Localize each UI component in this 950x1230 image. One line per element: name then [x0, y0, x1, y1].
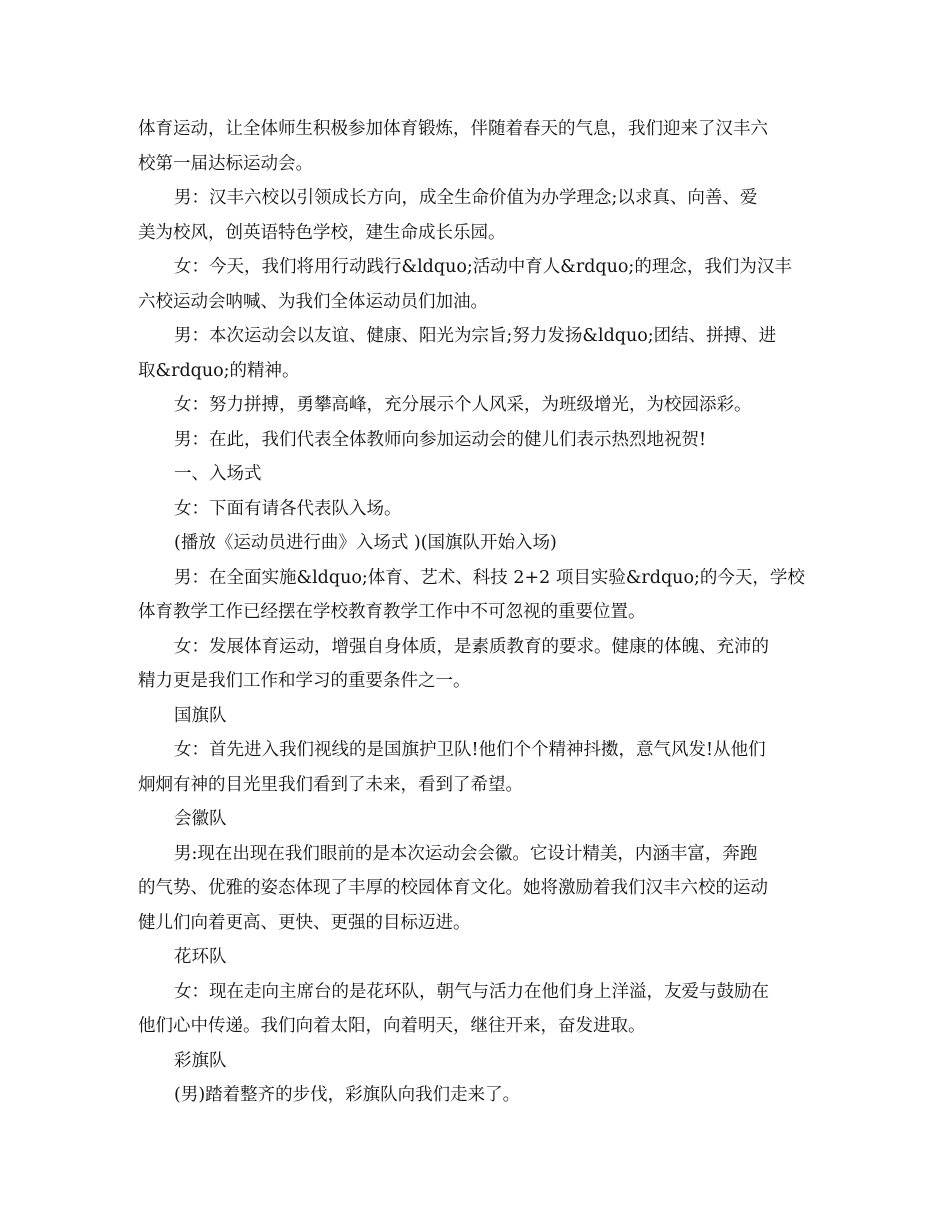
text-line: 他们心中传递。我们向着太阳，向着明天，继往开来，奋发进取。	[138, 1016, 646, 1036]
text-line: 男：汉丰六校以引领成长方向，成全生命价值为办学理念;以求真、向善、爱	[174, 188, 758, 208]
text-line: 体育运动，让全体师生积极参加体育锻炼，伴随着春天的气息，我们迎来了汉丰六	[138, 119, 768, 139]
text-line: 女：今天，我们将用行动践行&ldquo;活动中育人&rdquo;的理念，我们为汉丰	[174, 257, 792, 277]
text-line: 校第一届达标运动会。	[138, 153, 313, 174]
text-line: 男：在此，我们代表全体教师向参加运动会的健儿们表示热烈地祝贺!	[174, 429, 707, 450]
text-line: 女：发展体育运动，增强自身体质，是素质教育的要求。健康的体魄、充沛的	[174, 636, 769, 657]
text-line: 女：现在走向主席台的是花环队，朝气与活力在他们身上洋溢，友爱与鼓励在	[174, 981, 769, 1002]
text-line: 女：努力拼搏，勇攀高峰，充分展示个人风采，为班级增光，为校园添彩。	[174, 395, 752, 415]
text-line: 体育教学工作已经摆在学校教育教学工作中不可忽视的重要位置。	[138, 602, 646, 622]
text-line: 彩旗队	[174, 1050, 227, 1071]
text-line: 一、入场式	[174, 464, 262, 484]
text-line: 花环队	[174, 947, 227, 967]
text-line: 男：本次运动会以友谊、健康、阳光为宗旨;努力发扬&ldquo;团结、拼搏、进	[174, 326, 777, 346]
text-line: 的气势、优雅的姿态体现了丰厚的校园体育文化。她将激励着我们汉丰六校的运动	[138, 878, 768, 898]
text-line: 国旗队	[174, 705, 227, 726]
text-line: 男:现在出现在我们眼前的是本次运动会会徽。它设计精美，内涵丰富，奔跑	[174, 843, 758, 864]
text-line: 会徽队	[174, 809, 227, 829]
document-body	[138, 112, 818, 1113]
text-line: 女：首先进入我们视线的是国旗护卫队!他们个个精神抖擞，意气风发!从他们	[174, 740, 766, 760]
text-line: (播放《运动员进行曲》入场式 )(国旗队开始入场)	[174, 533, 557, 553]
text-line: 取&rdquo;的精神。	[138, 360, 300, 381]
text-line: (男)踏着整齐的步伐，彩旗队向我们走来了。	[174, 1085, 521, 1105]
text-line: 健儿们向着更高、更快、更强的目标迈进。	[138, 912, 471, 933]
text-line: 精力更是我们工作和学习的重要条件之一。	[138, 671, 471, 691]
text-line: 美为校风，创英语特色学校，建生命成长乐园。	[138, 222, 506, 243]
text-line: 六校运动会呐喊、为我们全体运动员们加油。	[138, 291, 488, 312]
text-line: 男：在全面实施&ldquo;体育、艺术、科技 2+2 项目实验&rdquo;的今天，学校	[174, 567, 805, 588]
text-line: 炯炯有神的目光里我们看到了未来，看到了希望。	[138, 774, 523, 795]
text-line: 女：下面有请各代表队入场。	[174, 498, 402, 519]
